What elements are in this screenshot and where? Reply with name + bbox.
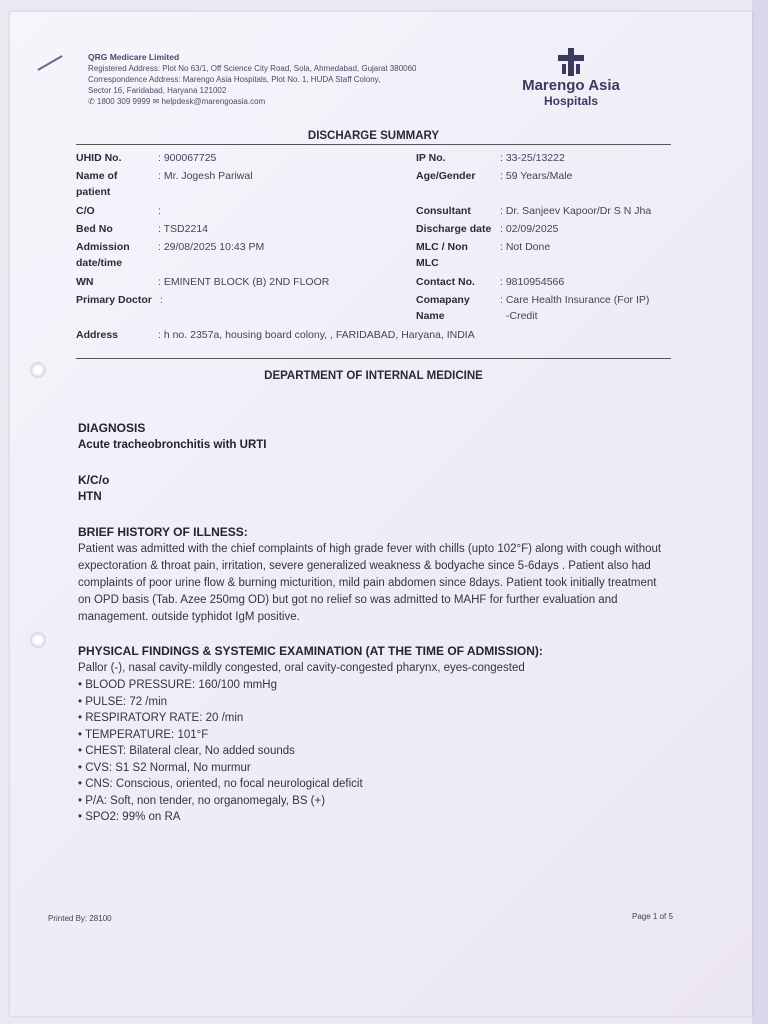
history-section [78,524,668,626]
co-label: C/O [76,205,95,217]
exam-item: • CNS: Conscious, oriented, no focal neurological deficit [78,778,363,790]
admission-label-2: date/time [76,257,123,269]
exam-item: • P/A: Soft, non tender, no organomegaly, BS (+) [78,794,326,807]
discharge-date-label: Discharge date [416,223,492,235]
ip-label: IP No. [416,152,446,164]
punch-hole [30,632,46,648]
address-value: : h no. 2357a, housing board colony, , FARIDABAD, Haryana, INDIA [158,329,475,341]
exam-item: • RESPIRATORY RATE: 20 /min [78,712,244,724]
ip-value: : 33-25/13222 [500,152,565,164]
primary-doctor-value: : [160,294,163,306]
ward-value: : EMINENT BLOCK (B) 2ND FLOOR [158,276,330,288]
hospital-emblem-icon [554,46,588,78]
exam-item: • CHEST: Bilateral clear, No added sounds [78,745,295,757]
mlc-label: MLC / Non [416,241,468,253]
admission-value: : 29/08/2025 10:43 PM [158,241,265,253]
age-gender-label: Age/Gender [416,170,476,182]
mlc-value: : Not Done [500,241,551,253]
kco-heading: K/C/o [78,473,110,487]
primary-doctor-label: Primary Doctor [76,294,152,306]
diagnosis-heading: DIAGNOSIS [78,421,146,435]
hospital-logo [506,46,636,108]
admission-label: Admission [76,241,130,253]
history-text: Patient was admitted with the chief complaints of high grade fever with chills (upto 102°F) along with cough without expectoration & throat pain, irritation, severe generalized weakness & bodyache since 5-6days . Patient also had complaints of poor urine flow & burning micturition, mild pain abdomen since 8days. Patient took initially treatment on OPD basis (Tab. Azee 250mg OD) but got no relief so was admitted to MAHF for further evaluation and management. outside typhidot IgM positive. [78,543,662,623]
uhid-label: UHID No. [76,152,122,164]
document-title: DISCHARGE SUMMARY [307,130,440,142]
uhid-value: : 900067725 [158,152,217,164]
exam-item: • TEMPERATURE: 101°F [78,728,209,741]
company-value: : Care Health Insurance (For IP) [500,294,650,306]
exam-item: • BLOOD PRESSURE: 160/100 mmHg [78,679,277,691]
registered-address: Registered Address: Plot No 63/1, Off Science City Road, Sola, Ahmedabad, Gujarat 380060 [88,64,417,73]
company-value-2: -Credit [506,310,538,322]
diagnosis-section [78,420,668,454]
mlc-label-2: MLC [416,257,439,269]
printed-by: Printed By: 28100 [48,914,112,923]
page-edge [752,0,768,1024]
page-number: Page 1 of 5 [632,912,673,921]
discharge-date-value: : 02/09/2025 [500,223,559,235]
address-label: Address [76,329,119,341]
bed-value: : TSD2214 [158,223,209,235]
contact-line: ✆ 1800 309 9999 ✉ helpdesk@marengoasia.com [88,97,266,106]
punch-hole [30,362,46,378]
co-value: : [158,205,161,217]
exam-item: • SPO2: 99% on RA [78,811,181,823]
kco-text: HTN [78,491,102,503]
age-gender-value: : 59 Years/Male [500,170,573,182]
department-title: DEPARTMENT OF INTERNAL MEDICINE [264,370,483,382]
exam-intro: Pallor (-), nasal cavity-mildly congested, oral cavity-congested pharynx, eyes-congested [78,662,525,674]
consultant-label: Consultant [416,205,471,217]
contact-label: Contact No. [416,276,475,288]
bed-label: Bed No [76,223,113,235]
logo-name: Marengo Asia [522,77,620,94]
diagnosis-text: Acute tracheobronchitis with URTI [78,439,267,451]
exam-heading: PHYSICAL FINDINGS & SYSTEMIC EXAMINATION (AT THE TIME OF ADMISSION): [78,644,543,658]
company-label: Comapany [416,294,470,306]
contact-value: : 9810954566 [500,276,565,288]
ward-label: WN [76,276,94,288]
sector-address: Sector 16, Faridabad, Haryana 121002 [88,86,227,95]
correspondence-address: Correspondence Address: Marengo Asia Hospitals, Plot No. 1, HUDA Staff Colony, [88,75,381,84]
exam-section [78,643,668,826]
divider [76,144,671,145]
name-label: Name of [76,170,118,182]
name-label-2: patient [76,186,111,198]
logo-sub: Hospitals [543,94,598,108]
letterhead [88,52,488,107]
company-label-2: Name [416,310,445,322]
name-value: : Mr. Jogesh Pariwal [158,170,253,182]
history-heading: BRIEF HISTORY OF ILLNESS: [78,525,248,539]
consultant-value: : Dr. Sanjeev Kapoor/Dr S N Jha [500,205,652,217]
divider [76,358,671,359]
exam-item: • PULSE: 72 /min [78,695,168,708]
kco-section [78,472,668,506]
company-name: QRG Medicare Limited [88,52,180,62]
exam-item: • CVS: S1 S2 Normal, No murmur [78,761,251,774]
